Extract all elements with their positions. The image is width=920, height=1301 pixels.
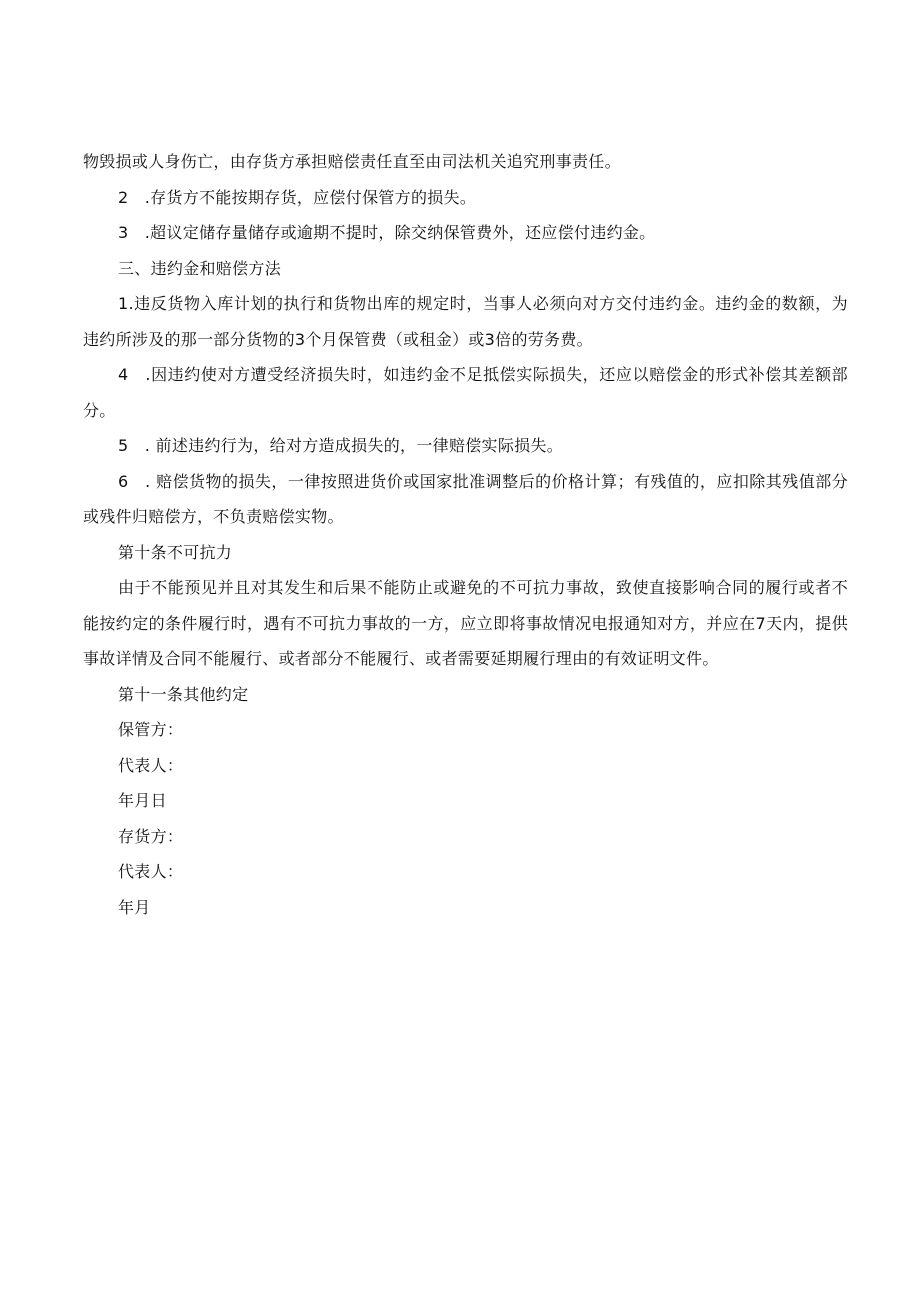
- signature-custodian-date: 年月日: [118, 791, 167, 810]
- signature-custodian-label: 保管方：: [118, 720, 184, 739]
- paragraph-clause-3: 3 .超议定储存量储存或逾期不提时，除交纳保管费外，还应偿付违约金。: [118, 223, 656, 242]
- paragraph-penalty-4: 4 .因违约使对方遭受经济损失时，如违约金不足抵偿实际损失，还应以赔偿金的形式补偿其差额部分。: [83, 365, 848, 420]
- signature-depositor-label: 存货方：: [118, 826, 184, 846]
- signature-depositor-representative: 代表人：: [118, 862, 184, 881]
- article-11-heading: 第十一条其他约定: [118, 684, 249, 704]
- article-10-heading: 第十条不可抗力: [118, 542, 233, 562]
- paragraph-clause-2: 2 .存货方不能按期存货，应偿付保管方的损失。: [118, 187, 477, 207]
- paragraph-force-majeure: 由于不能预见并且对其发生和后果不能防止或避免的不可抗力事故，致使直接影响合同的履行或者不能按约定的条件履行时，遇有不可抗力事故的一方，应立即将事故情况电报通知对方，并应在7天内，提供事故详情及合同不能履行、或者部分不能履行、或者需要延期履行理由的有效证明文件。: [83, 578, 848, 668]
- paragraph-liability-continuation: 物毁损或人身伤亡，由存货方承担赔偿责任直至由司法机关追究刑事责任。: [83, 152, 621, 171]
- paragraph-penalty-1: 1.违反货物入库计划的执行和货物出库的规定时，当事人必须向对方交付违约金。违约金的数额，为违约所涉及的那一部分货物的3个月保管费（或租金）或3倍的劳务费。: [83, 294, 848, 349]
- section-heading-penalty: 三、违约金和赔偿方法: [118, 258, 282, 278]
- document-body: [83, 144, 848, 925]
- paragraph-penalty-5: 5 . 前述违约行为，给对方造成损失的，一律赔偿实际损失。: [118, 436, 564, 455]
- paragraph-penalty-6: 6 . 赔偿货物的损失，一律按照进货价或国家批准调整后的价格计算；有残值的，应扣除其残值部分或残件归赔偿方，不负责赔偿实物。: [83, 471, 848, 526]
- signature-depositor-date: 年月: [118, 897, 151, 917]
- signature-custodian-representative: 代表人：: [118, 755, 184, 775]
